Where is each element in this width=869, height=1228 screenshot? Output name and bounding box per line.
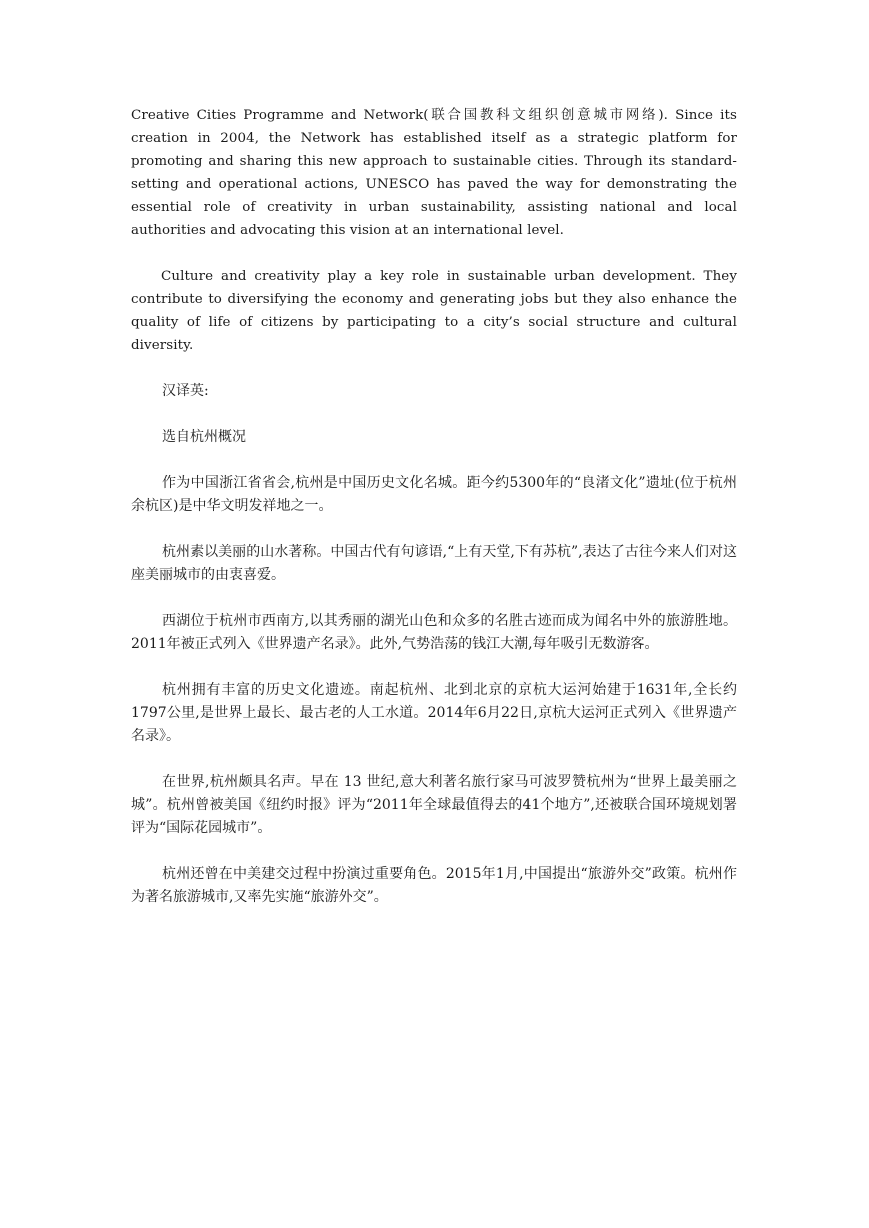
chinese-paragraph-2: 杭州素以美丽的山水著称。中国古代有句谚语,“上有天堂,下有苏杭”,表达了古往今来人们对这座美丽城市的由衷喜爱。 [131, 544, 737, 583]
chinese-paragraph-3: 西湖位于杭州市西南方,以其秀丽的湖光山色和众多的名胜古迹而成为闻名中外的旅游胜地。2011年被正式列入《世界遗产名录》。此外,气势浩荡的钱江大潮,每年吸引无数游客。 [131, 613, 737, 652]
paragraph-gap [131, 518, 737, 541]
chinese-paragraph-6: 杭州还曾在中美建交过程中扮演过重要角色。2015年1月,中国提出“旅游外交”政策。杭州作为著名旅游城市,又率先实施“旅游外交”。 [131, 866, 737, 905]
document-page [131, 104, 737, 909]
paragraph-gap [131, 403, 737, 426]
paragraph-gap [131, 840, 737, 863]
chinese-paragraph-1: 作为中国浙江省省会,杭州是中国历史文化名城。距今约5300年的“良渚文化”遗址(位于杭州余杭区)是中华文明发祥地之一。 [131, 475, 737, 514]
chinese-paragraph-4: 杭州拥有丰富的历史文化遗迹。南起杭州、北到北京的京杭大运河始建于1631年,全长约1797公里,是世界上最长、最古老的人工水道。2014年6月22日,京杭大运河正式列入《世界遗产名录》。 [131, 682, 737, 744]
chinese-paragraph-5: 在世界,杭州颇具名声。早在 13 世纪,意大利著名旅行家马可波罗赞杭州为“世界上最美丽之城”。杭州曾被美国《纽约时报》评为“2011年全球最值得去的41个地方”,还被联合国环境规划署评为“国际花园城市”。 [131, 774, 737, 836]
section-heading: 汉译英: [162, 383, 209, 399]
paragraph-gap [131, 587, 737, 610]
paragraph-gap [131, 242, 737, 265]
source-heading: 选自杭州概况 [162, 429, 246, 445]
paragraph-gap [131, 357, 737, 380]
paragraph-gap [131, 449, 737, 472]
paragraph-gap [131, 656, 737, 679]
paragraph-gap [131, 748, 737, 771]
english-paragraph-2: Culture and creativity play a key role in sustainable urban development. They contribute to diversifying the economy and generating jobs but they also enhance the quality of life of citizens by participating to a city’s social structure and cultural diversity. [131, 269, 737, 353]
english-paragraph-1: Creative Cities Programme and Network(联合国教科文组织创意城市网络). Since its creation in 2004, the Network has established itself as a strategic platform for promoting and sharing this new approach to sustainable cities. Through its standard-setting and operational actions, UNESCO has paved the way for demonstrating the essential role of creativity in urban sustainability, assisting national and local authorities and advocating this vision at an international level. [131, 108, 737, 238]
